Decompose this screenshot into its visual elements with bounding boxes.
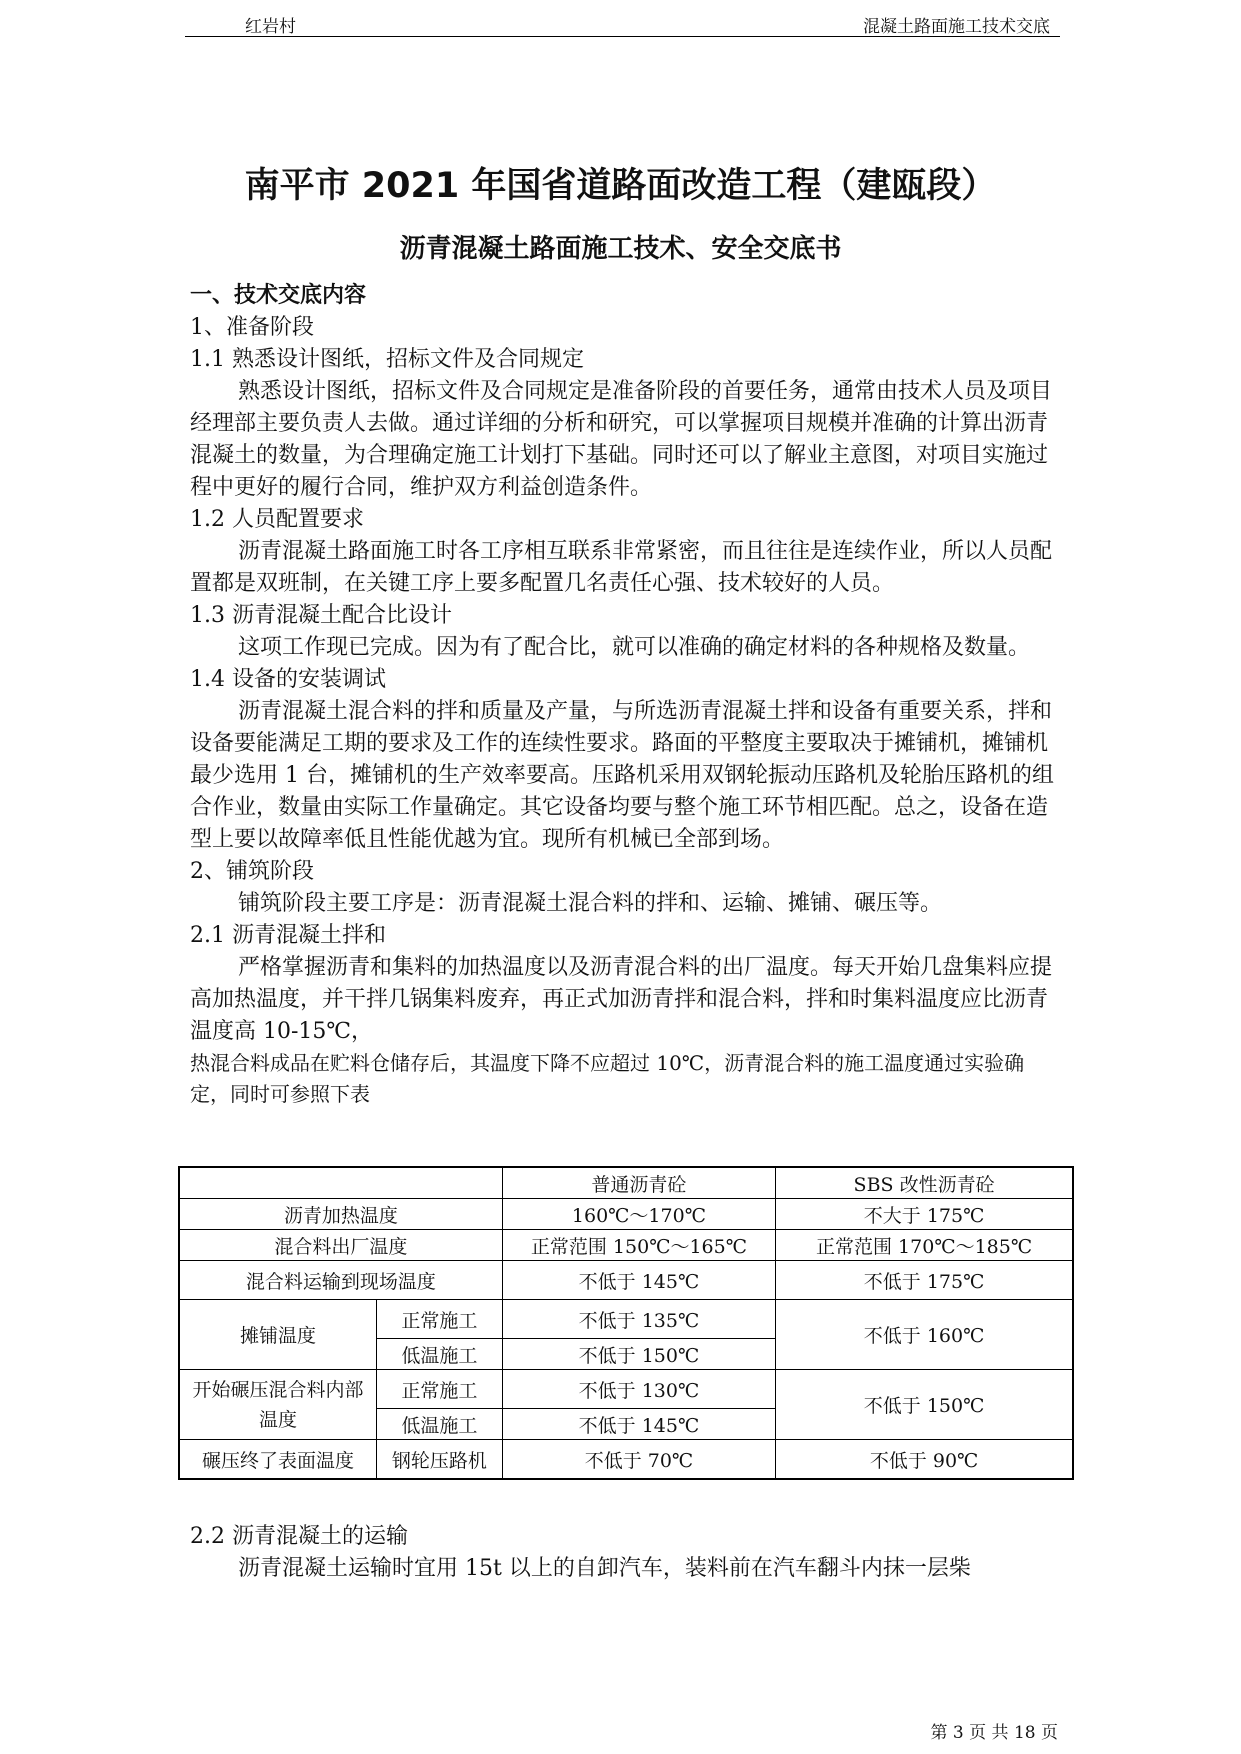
after-table-content	[190, 1521, 1060, 1585]
page-header	[185, 10, 1060, 37]
row-label-exit: 混合料出厂温度	[179, 1230, 502, 1261]
paragraph: 沥青混凝土路面施工时各工序相互联系非常紧密，而且往往是连续作业，所以人员配置都是双班制，在关键工序上要多配置几名责任心强、技术较好的人员。	[190, 539, 1053, 596]
paragraph: 铺筑阶段主要工序是：沥青混凝土混合料的拌和、运输、摊铺、碾压等。	[238, 891, 943, 916]
row-label-transport: 混合料运输到现场温度	[179, 1261, 502, 1300]
table-header-blank	[179, 1167, 502, 1199]
header-left-text: 红岩村	[245, 17, 296, 37]
cell-exit-normal: 正常范围 150℃～165℃	[502, 1230, 775, 1261]
cell-rolling-sub1: 正常施工	[377, 1370, 503, 1409]
section-heading: 一、技术交底内容	[190, 283, 367, 308]
paragraph: 沥青混凝土混合料的拌和质量及产量，与所选沥青混凝土拌和设备有重要关系，拌和设备要能满足工期的要求及工作的连续性要求。路面的平整度主要取决于摊铺机，摊铺机最少选用 1 台，摊铺机的生产效率要高。压路机采用双钢轮振动压路机及轮胎压路机的组合作业，数量由实际工作量确定。其它设备均要与整个施工环节相匹配。总之，设备在造型上要以故障率低且性能优越为宜。现所有机械已全部到场。	[190, 699, 1054, 852]
table-header-normal: 普通沥青砼	[502, 1167, 775, 1199]
subsection-heading: 1.1 熟悉设计图纸，招标文件及合同规定	[190, 347, 584, 372]
table-header-sbs: SBS 改性沥青砼	[776, 1167, 1073, 1199]
subsection-heading: 1.4 设备的安装调试	[190, 667, 386, 692]
paragraph: 热混合料成品在贮料仓储存后，其温度下降不应超过 10℃，沥青混合料的施工温度通过实验确定，同时可参照下表	[190, 1051, 1025, 1106]
subsection-heading: 1.2 人员配置要求	[190, 507, 364, 532]
paragraph: 熟悉设计图纸，招标文件及合同规定是准备阶段的首要任务，通常由技术人员及项目经理部主要负责人去做。通过详细的分析和研究，可以掌握项目规模并准确的计算出沥青混凝土的数量，为合理确定施工计划打下基础。同时还可以了解业主意图，对项目实施过程中更好的履行合同，维护双方利益创造条件。	[190, 379, 1053, 500]
cell-paving-sbs: 不低于 160℃	[776, 1300, 1073, 1370]
cell-paving-normal2: 不低于 150℃	[502, 1339, 775, 1370]
subsection-heading: 1.3 沥青混凝土配合比设计	[190, 603, 452, 628]
paragraph: 沥青混凝土运输时宜用 15t 以上的自卸汽车，装料前在汽车翻斗内抹一层柴	[238, 1556, 971, 1581]
temperature-table	[178, 1166, 1074, 1480]
cell-paving-sub2: 低温施工	[377, 1339, 503, 1370]
cell-transport-sbs: 不低于 175℃	[776, 1261, 1073, 1300]
cell-rolling-normal2: 不低于 145℃	[502, 1409, 775, 1440]
cell-final-sub: 钢轮压路机	[377, 1440, 503, 1480]
cell-rolling-sub2: 低温施工	[377, 1409, 503, 1440]
row-label-final: 碾压终了表面温度	[179, 1440, 377, 1480]
document-subtitle: 沥青混凝土路面施工技术、安全交底书	[399, 234, 842, 264]
document-title: 南平市 2021 年国省道路面改造工程（建瓯段）	[244, 166, 997, 206]
body-content	[190, 280, 1060, 1110]
cell-paving-sub1: 正常施工	[377, 1300, 503, 1339]
cell-rolling-sbs: 不低于 150℃	[776, 1370, 1073, 1440]
cell-final-sbs: 不低于 90℃	[776, 1440, 1073, 1480]
cell-exit-sbs: 正常范围 170℃～185℃	[776, 1230, 1073, 1261]
row-label-rolling: 开始碾压混合料内部温度	[179, 1370, 377, 1440]
cell-transport-normal: 不低于 145℃	[502, 1261, 775, 1300]
header-right-text: 混凝土路面施工技术交底	[863, 17, 1050, 37]
cell-rolling-normal1: 不低于 130℃	[502, 1370, 775, 1409]
cell-heating-sbs: 不大于 175℃	[776, 1199, 1073, 1230]
subsection-heading: 2.2 沥青混凝土的运输	[190, 1524, 408, 1549]
row-label-paving: 摊铺温度	[179, 1300, 377, 1370]
cell-final-normal: 不低于 70℃	[502, 1440, 775, 1480]
page-footer: 第 3 页 共 18 页	[930, 1723, 1058, 1743]
subsection-heading: 1、准备阶段	[190, 315, 314, 340]
row-label-heating: 沥青加热温度	[179, 1199, 502, 1230]
cell-paving-normal1: 不低于 135℃	[502, 1300, 775, 1339]
subsection-heading: 2、铺筑阶段	[190, 859, 314, 884]
subsection-heading: 2.1 沥青混凝土拌和	[190, 923, 386, 948]
cell-heating-normal: 160℃～170℃	[502, 1199, 775, 1230]
paragraph: 严格掌握沥青和集料的加热温度以及沥青混合料的出厂温度。每天开始几盘集料应提高加热温度，并干拌几锅集料废弃，再正式加沥青拌和混合料，拌和时集料温度应比沥青温度高 10-15℃，	[190, 955, 1053, 1044]
paragraph: 这项工作现已完成。因为有了配合比，就可以准确的确定材料的各种规格及数量。	[238, 635, 1031, 660]
